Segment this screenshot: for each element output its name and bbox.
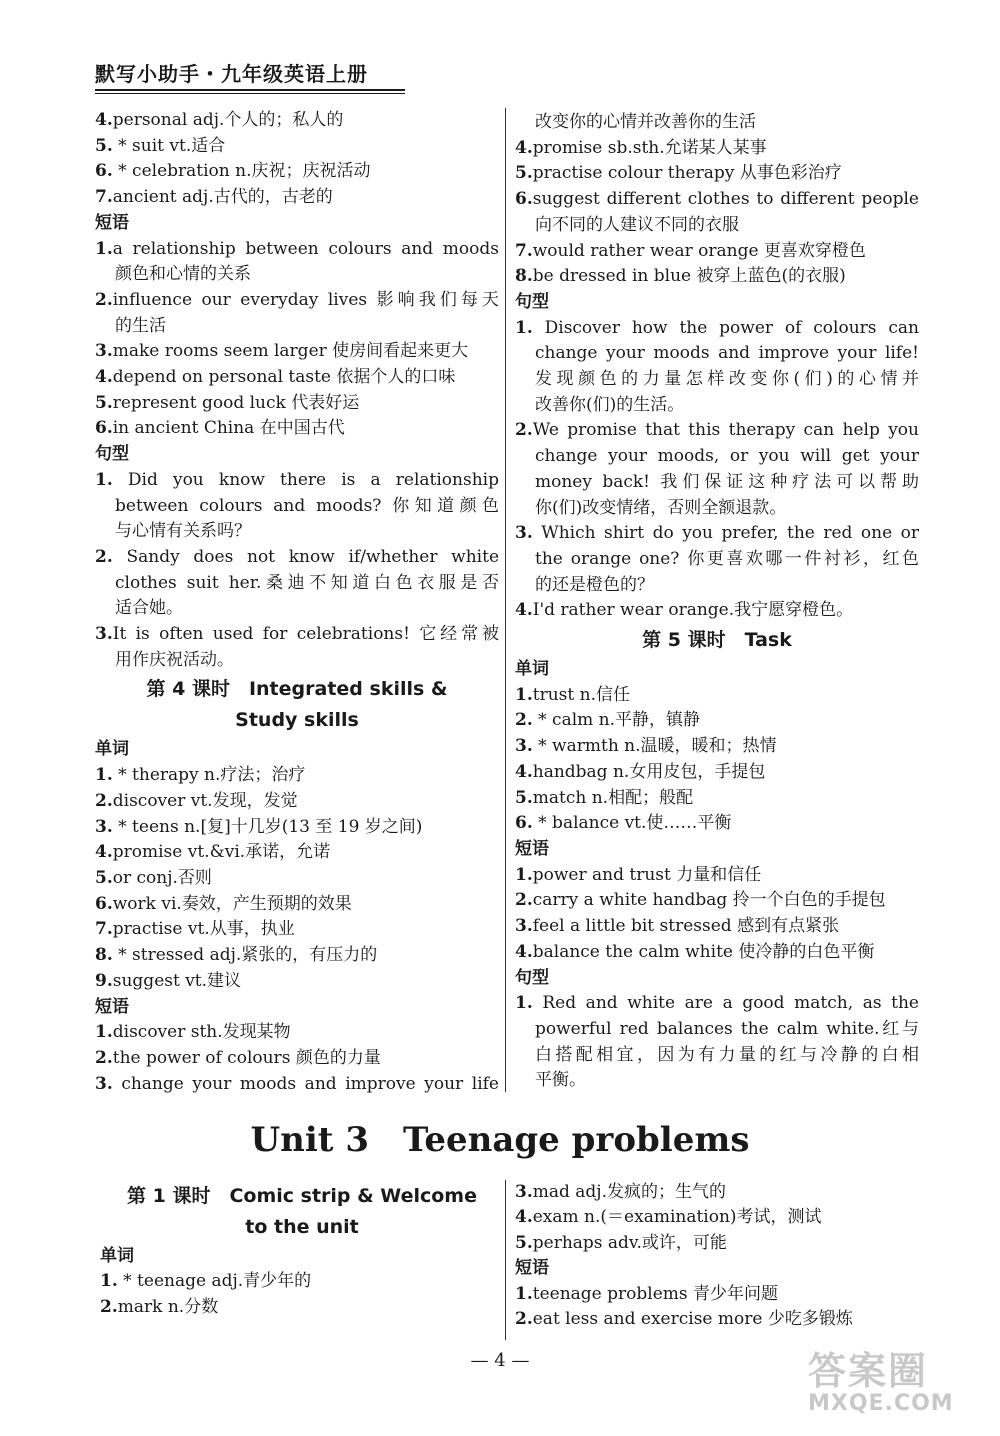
item-text: feel a little bit stressed 感到有点紧张 — [532, 916, 840, 937]
item-number: 1. — [95, 469, 113, 490]
item-number: 2. — [515, 1309, 533, 1330]
lesson-heading: 第 1 课时 Comic strip & Welcome — [127, 1185, 477, 1207]
item-number: 2. — [515, 890, 533, 911]
item-number: 2. — [95, 546, 113, 567]
item-number: 2. — [95, 790, 113, 811]
list-item — [95, 545, 499, 571]
item-number: 6. — [95, 161, 113, 182]
item-text: mark n.分数 — [117, 1296, 219, 1317]
item-number: 1. — [515, 317, 533, 338]
item-text: Discover how the power of colours can — [532, 317, 919, 338]
item-text: Did you know there is a relationship — [112, 469, 499, 490]
entry-continuation: 改善你(们)的生活。 — [535, 394, 685, 415]
list-item — [95, 943, 499, 969]
list-item — [515, 316, 919, 342]
item-text: depend on personal taste 依据个人的口味 — [112, 367, 456, 388]
item-number: 3. — [95, 624, 113, 645]
list-item — [100, 1269, 504, 1294]
section-heading: 短语 — [95, 996, 129, 1017]
lesson-heading: Study skills — [235, 709, 359, 732]
item-number: 5. — [95, 135, 113, 156]
list-item — [95, 288, 499, 314]
item-text: promise sb.sth.允诺某人某事 — [532, 137, 767, 158]
item-text: teenage problems 青少年问题 — [532, 1283, 779, 1304]
watermark-logo: 答案圈 — [808, 1349, 929, 1393]
item-number: 6. — [95, 893, 113, 914]
item-number: 5. — [95, 867, 113, 888]
item-number: 4. — [515, 1207, 533, 1228]
item-number: 2. — [100, 1296, 118, 1317]
section-heading: 短语 — [515, 838, 549, 859]
item-number: 1. — [100, 1271, 118, 1292]
list-item — [95, 159, 499, 185]
list-item — [515, 264, 919, 290]
list-item — [515, 811, 919, 837]
item-number: 5. — [515, 787, 533, 808]
section-heading: 短语 — [95, 212, 129, 233]
list-item — [95, 763, 499, 789]
list-item — [95, 917, 499, 943]
lesson-heading: 第 4 课时 Integrated skills & — [146, 678, 448, 701]
list-item — [95, 622, 499, 648]
entry-continuation: 你(们)改变情绪，否则全额退款。 — [535, 497, 787, 518]
right-column — [515, 110, 919, 1094]
item-text: I'd rather wear orange.我宁愿穿橙色。 — [532, 600, 854, 621]
item-text: * celebration n.庆祝；庆祝活动 — [112, 161, 371, 182]
watermark — [808, 1340, 988, 1430]
item-text: promise vt.&vi.承诺，允诺 — [112, 842, 331, 863]
entry-continuation: 发现颜色的力量怎样改变你(们)的心情并 — [535, 369, 919, 390]
item-text: * stressed adj.紧张的，有压力的 — [112, 945, 378, 966]
entry-continuation: money back! 我们保证这种疗法可以帮助 — [535, 471, 919, 492]
section-heading: 句型 — [515, 291, 549, 312]
item-number: 3. — [95, 341, 113, 362]
item-text: * therapy n.疗法；治疗 — [112, 765, 306, 786]
item-text: balance the calm white 使冷静的白色平衡 — [532, 941, 875, 962]
item-number: 3. — [515, 523, 533, 544]
entry-continuation: 适合她。 — [115, 598, 183, 619]
list-item — [515, 888, 919, 914]
entry-continuation: 的还是橙色的？ — [535, 574, 654, 595]
section-heading: 短语 — [515, 1258, 549, 1279]
item-text: work vi.奏效，产生预期的效果 — [112, 893, 352, 914]
item-text: represent good luck 代表好运 — [112, 392, 360, 413]
list-item — [100, 1295, 504, 1320]
item-text: match n.相配；般配 — [532, 787, 694, 808]
item-text: practise colour therapy 从事色彩治疗 — [532, 163, 842, 184]
item-text: in ancient China 在中国古代 — [112, 418, 345, 439]
list-item — [95, 339, 499, 365]
list-item — [515, 1180, 919, 1205]
list-item — [515, 418, 919, 444]
item-text: suggest vt.建议 — [112, 970, 242, 991]
item-text: * suit vt.适合 — [112, 135, 226, 156]
list-item — [515, 708, 919, 734]
item-number: 6. — [95, 418, 113, 439]
item-number: 4. — [515, 600, 533, 621]
list-item — [95, 1046, 499, 1072]
item-number: 3. — [515, 916, 533, 937]
item-text: a relationship between colours and moods — [112, 238, 499, 259]
item-number: 3. — [515, 1182, 533, 1202]
item-text: exam n.(＝examination)考试，测试 — [532, 1207, 822, 1228]
item-number: 2. — [95, 1047, 113, 1068]
list-item — [515, 239, 919, 265]
entry-continuation: clothes suit her.桑迪不知道白色衣服是否 — [115, 572, 499, 593]
list-item — [515, 598, 919, 624]
item-number: 1. — [515, 993, 533, 1014]
list-item — [515, 1282, 919, 1307]
list-item — [95, 1072, 499, 1098]
section-heading: 单词 — [515, 659, 549, 680]
item-text: * calm n.平静，镇静 — [532, 710, 701, 731]
entry-continuation: change your moods and improve your life! — [535, 343, 919, 364]
list-item — [95, 815, 499, 841]
list-item — [95, 789, 499, 815]
item-number: 4. — [515, 941, 533, 962]
list-item — [95, 134, 499, 160]
list-item — [515, 1307, 919, 1332]
item-number: 1. — [95, 765, 113, 786]
item-number: 1. — [515, 684, 533, 705]
item-number: 1. — [515, 1283, 533, 1304]
item-number: 2. — [95, 289, 113, 310]
column-divider — [505, 108, 506, 1092]
item-text: * warmth n.温暖，暖和；热情 — [532, 736, 777, 757]
item-number: 3. — [95, 1073, 113, 1094]
list-item — [515, 786, 919, 812]
item-text: influence our everyday lives 影响我们每天 — [112, 289, 499, 310]
item-text: * teenage adj.青少年的 — [117, 1271, 312, 1292]
item-text: * teens n.[复]十几岁(13 至 19 岁之间) — [112, 816, 423, 837]
list-item — [515, 734, 919, 760]
list-item — [515, 161, 919, 187]
bottom-right-column — [515, 1180, 919, 1332]
page-number: — 4 — — [470, 1350, 530, 1371]
bottom-column-divider — [505, 1180, 506, 1340]
list-item — [515, 521, 919, 547]
list-item — [95, 391, 499, 417]
list-item — [515, 1205, 919, 1230]
list-item — [515, 914, 919, 940]
item-text: ancient adj.古代的，古老的 — [112, 187, 333, 208]
item-number: 4. — [95, 110, 113, 130]
item-number: 8. — [95, 945, 113, 966]
list-item — [515, 187, 919, 213]
item-text: Red and white are a good match, as the — [532, 993, 919, 1014]
item-text: discover vt.发现，发觉 — [112, 790, 298, 811]
list-item — [515, 760, 919, 786]
item-text: be dressed in blue 被穿上蓝色(的衣服) — [532, 266, 846, 287]
list-item — [95, 237, 499, 263]
list-item — [515, 940, 919, 966]
list-item — [515, 863, 919, 889]
item-text: or conj.否则 — [112, 867, 212, 888]
item-text: the power of colours 颜色的力量 — [112, 1047, 381, 1068]
item-text: perhaps adv.或许，可能 — [532, 1232, 727, 1253]
item-number: 5. — [95, 392, 113, 413]
item-number: 2. — [515, 420, 533, 441]
item-text: practise vt.从事，执业 — [112, 919, 295, 940]
item-text: Which shirt do you prefer, the red one or — [532, 523, 919, 544]
watermark-site: MXQE.COM — [808, 1391, 954, 1416]
item-number: 4. — [515, 137, 533, 158]
section-heading: 单词 — [95, 739, 129, 760]
list-item — [515, 683, 919, 709]
item-text: Sandy does not know if/whether white — [112, 546, 499, 567]
item-number: 3. — [515, 736, 533, 757]
entry-continuation: 与心情有关系吗？ — [115, 521, 251, 542]
entry-continuation: 的生活 — [115, 315, 166, 336]
lesson-heading: to the unit — [245, 1216, 359, 1238]
item-number: 1. — [95, 238, 113, 259]
item-text: make rooms seem larger 使房间看起来更大 — [112, 341, 469, 362]
item-text: We promise that this therapy can help you — [532, 420, 919, 441]
entry-continuation: 平衡。 — [535, 1070, 586, 1091]
list-item — [95, 416, 499, 442]
item-text: personal adj.个人的；私人的 — [112, 110, 344, 130]
bottom-left-column — [100, 1180, 504, 1320]
list-item — [95, 365, 499, 391]
list-item — [515, 991, 919, 1017]
entry-continuation: 白搭配相宜，因为有力量的红与冷静的白相 — [535, 1044, 919, 1065]
list-item — [95, 892, 499, 918]
item-number: 6. — [515, 813, 533, 834]
entry-continuation: 用作庆祝活动。 — [115, 649, 234, 670]
entry-continuation: 改变你的心情并改善你的生活 — [535, 112, 756, 132]
section-heading: 单词 — [100, 1246, 134, 1266]
item-number: 5. — [515, 1232, 533, 1253]
item-text: * balance vt.使……平衡 — [532, 813, 732, 834]
item-number: 5. — [515, 163, 533, 184]
list-item — [95, 108, 499, 134]
entry-continuation: 向不同的人建议不同的衣服 — [535, 214, 739, 235]
entry-continuation: between colours and moods? 你知道颜色 — [115, 495, 499, 516]
list-item — [515, 136, 919, 162]
item-text: would rather wear orange 更喜欢穿橙色 — [532, 240, 866, 261]
item-text: It is often used for celebrations! 它经常被 — [112, 624, 499, 645]
running-header: 默写小助手・九年级英语上册 — [95, 62, 368, 86]
item-number: 8. — [515, 266, 533, 287]
item-text: discover sth.发现某物 — [112, 1022, 291, 1043]
header-rule-thin — [95, 93, 405, 94]
item-text: mad adj.发疯的；生气的 — [532, 1182, 726, 1202]
item-text: carry a white handbag 拎一个白色的手提包 — [532, 890, 886, 911]
item-number: 1. — [95, 1022, 113, 1043]
list-item — [95, 840, 499, 866]
item-number: 7. — [95, 919, 113, 940]
list-item — [95, 969, 499, 995]
item-text: handbag n.女用皮包，手提包 — [532, 761, 766, 782]
item-number: 2. — [515, 710, 533, 731]
item-number: 4. — [95, 842, 113, 863]
item-text: eat less and exercise more 少吃多锻炼 — [532, 1309, 853, 1330]
list-item — [95, 1020, 499, 1046]
item-number: 6. — [515, 189, 533, 210]
entry-continuation: the orange one? 你更喜欢哪一件衬衫，红色 — [535, 548, 919, 569]
unit-title: Unit 3 Teenage problems — [250, 1120, 750, 1160]
item-number: 4. — [515, 761, 533, 782]
item-text: change your moods and improve your life — [112, 1073, 499, 1094]
header-rule — [95, 89, 405, 91]
entry-continuation: powerful red balances the calm white.红与 — [535, 1018, 919, 1039]
entry-continuation: change your moods, or you will get your — [535, 446, 919, 467]
list-item — [95, 185, 499, 211]
item-text: suggest different clothes to different people — [532, 189, 919, 210]
item-text: trust n.信任 — [532, 684, 630, 705]
section-heading: 句型 — [515, 967, 549, 988]
list-item — [95, 468, 499, 494]
lesson-heading: 第 5 课时 Task — [642, 629, 792, 652]
left-column — [95, 108, 499, 1097]
item-number: 7. — [515, 240, 533, 261]
item-number: 4. — [95, 367, 113, 388]
section-heading: 句型 — [95, 444, 129, 465]
list-item — [95, 866, 499, 892]
entry-continuation: 颜色和心情的关系 — [115, 264, 251, 285]
item-number: 7. — [95, 187, 113, 208]
item-number: 1. — [515, 864, 533, 885]
list-item — [515, 1231, 919, 1256]
item-number: 9. — [95, 970, 113, 991]
item-text: power and trust 力量和信任 — [532, 864, 762, 885]
item-number: 3. — [95, 816, 113, 837]
